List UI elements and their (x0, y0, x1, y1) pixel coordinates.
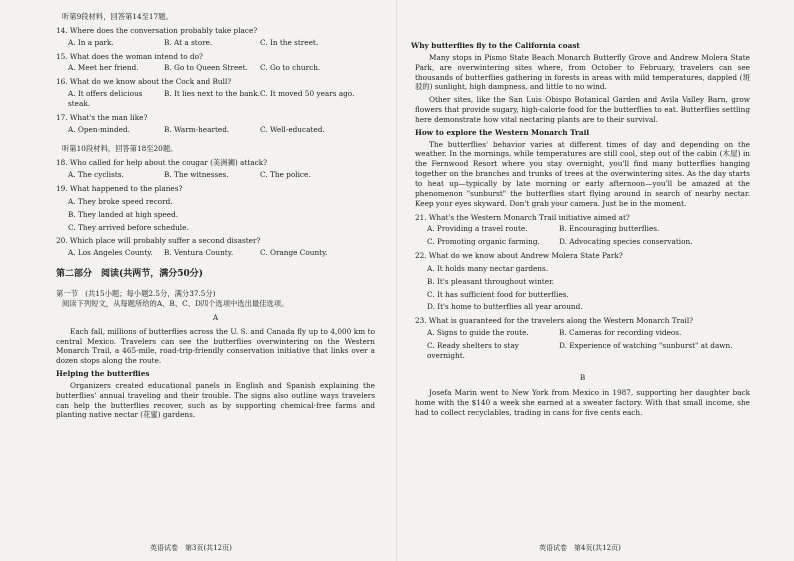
q22-option-c[interactable]: C. It has sufficient food for butterflies. (427, 289, 569, 299)
right-page (397, 0, 794, 561)
question-15 (56, 52, 375, 74)
q21-stem: 21. What's the Western Monarch Trail initiative aimed at? (415, 212, 630, 222)
question-20 (56, 236, 375, 258)
q19-option-b[interactable]: B. They landed at high speed. (68, 209, 179, 219)
q18-option-a[interactable]: A. The cyclists. (68, 170, 124, 180)
q18-option-c[interactable]: C. The police. (260, 170, 311, 180)
q20-option-b[interactable]: B. Ventura County. (164, 248, 234, 258)
q21-option-b[interactable]: B. Encouraging butterflies. (559, 224, 660, 234)
passage-a-paragraph-4: Other sites, like the San Luis Obispo Botanical Garden and Avila Valley Barn, grow flowers that provide sugary, high-calorie food for the butterflies to eat. Butterflies settling here demonstrate how vital nectaring plants are to their survival. (415, 95, 750, 124)
question-18 (56, 158, 375, 180)
q14-option-b[interactable]: B. At a store. (164, 37, 213, 47)
q22-stem: 22. What do we know about Andrew Molera State Park? (415, 251, 623, 261)
q22-option-a[interactable]: A. It holds many nectar gardens. (427, 263, 549, 273)
question-17 (56, 113, 375, 135)
q21-option-a[interactable]: A. Providing a travel route. (427, 224, 528, 234)
q18-option-b[interactable]: B. The witnesses. (164, 170, 229, 180)
q15-option-c[interactable]: C. Go to church. (260, 63, 321, 73)
left-page-footer: 英语试卷 第3页(共12页) (150, 543, 232, 552)
heading-how-to-explore: How to explore the Western Monarch Trail (415, 127, 590, 137)
q23-stem: 23. What is guaranteed for the travelers along the Western Monarch Trail? (415, 316, 694, 326)
q22-option-b[interactable]: B. It's pleasant throughout winter. (427, 276, 555, 286)
q16-option-b[interactable]: B. It lies next to the bank. (164, 89, 260, 99)
q19-stem: 19. What happened to the planes? (56, 183, 183, 193)
q17-option-c[interactable]: C. Well-educated. (260, 124, 325, 134)
q16-stem: 16. What do we know about the Cock and Bull? (56, 77, 232, 87)
q14-option-c[interactable]: C. In the street. (260, 37, 319, 47)
q15-option-b[interactable]: B. Go to Queen Street. (164, 63, 248, 73)
q20-option-a[interactable]: A. Los Angeles County. (68, 248, 153, 258)
question-14 (56, 26, 375, 48)
q18-stem: 18. Who called for help about the cougar (美洲狮) attack? (56, 158, 268, 168)
q23-option-a[interactable]: A. Signs to guide the route. (427, 328, 529, 338)
q23-option-c[interactable]: C. Ready shelters to stay overnight. (427, 340, 519, 360)
question-19 (56, 184, 375, 232)
part2-instructions: 阅读下列短文，从每题所给的A、B、C、D四个选项中选出最佳选项。 (62, 299, 289, 309)
q20-stem: 20. Which place will probably suffer a second disaster? (56, 236, 261, 246)
q15-stem: 15. What does the woman intend to do? (56, 51, 203, 61)
q19-option-a[interactable]: A. They broke speed record. (68, 196, 173, 206)
q21-option-c[interactable]: C. Promoting organic farming. (427, 237, 540, 247)
question-21 (415, 213, 750, 248)
q23-option-b[interactable]: B. Cameras for recording videos. (559, 328, 682, 338)
passage-b-paragraph-1: Josefa Marin went to New York from Mexico in 1987, supporting her daughter back home with the $140 a week she earned at a sweater factory. With that small income, she had to collect recyclables, trading in cans for five cents each. (415, 388, 750, 418)
q17-option-a[interactable]: A. Open-minded. (68, 124, 130, 134)
question-22 (415, 251, 750, 312)
right-page-footer: 英语试卷 第4页(共12页) (539, 543, 621, 552)
question-16 (56, 77, 375, 109)
passage-a-paragraph-2: Organizers created educational panels in English and Spanish explaining the butterflies' annual traveling and their trouble. The signs also outline ways travelers can help the butterflies recover, such as by supporting chemical-free farms and planting native nectar (花蜜) gardens. (56, 380, 375, 420)
q14-option-a[interactable]: A. In a park. (68, 37, 114, 47)
passage-a-heading-helping: Helping the butterflies (56, 369, 150, 379)
heading-why-butterflies: Why butterflies fly to the California coast (411, 41, 580, 50)
q17-option-b[interactable]: B. Warm-hearted. (164, 124, 230, 134)
passage-b-label: B (579, 372, 586, 382)
section10-intro: 听第10段材料，回答第18至20题。 (62, 144, 178, 154)
passage-a-paragraph-5: The butterflies' behavior varies at different times of day and depending on the weather. In the mornings, while temperatures are still cool, step out of the cabin (木屋) in the Fernwood Resort where you stay overnight, you'll find many butterflies hanging together on the branches and trunks of trees at the overwintering sites. As the day starts to heat up—typically by late morning or early afternoon—you'll be amazed at the phenomenon "sunburst" the butterflies start flying around in search of nearby nectar. Keep your eyes skyward. Don't grab your camera. Just be in the moment. (415, 139, 750, 208)
q16-option-a[interactable]: A. It offers delicious steak. (68, 89, 143, 108)
part2-subtitle: 第一节 (共15小题；每小题2.5分，满分37.5分) (56, 289, 216, 299)
q14-stem: 14. Where does the conversation probably take place? (56, 25, 258, 35)
passage-a-paragraph-3: Many stops in Pismo State Beach Monarch Butterfly Grove and Andrew Molera State Park, are overwintering sites where, from October to February, travelers can see thousands of butterflies gathering in forests in areas with mild temperatures, dappled (斑驳的) sunlight, high dampness, and little to no wind. (415, 52, 750, 92)
q20-option-c[interactable]: C. Orange County. (260, 248, 328, 258)
q19-option-c[interactable]: C. They arrived before schedule. (68, 222, 189, 232)
q21-option-d[interactable]: D. Advocating species conservation. (559, 237, 693, 247)
q16-option-c[interactable]: C. It moved 50 years ago. (260, 89, 355, 99)
section9-intro: 听第9段材料，回答第14至17题。 (62, 12, 173, 21)
part2-title: 第二部分 阅读(共两节，满分50分) (56, 269, 204, 280)
passage-a-paragraph-1: Each fall, millions of butterflies across the U. S. and Canada fly up to 4,000 km to central Mexico. Travelers can see the butterflies overwintering on the Western Monarch Trail, a 465-mile, road-trip-friendly conservation initiative that links over a dozen stops along the route. (56, 326, 375, 366)
q22-option-d[interactable]: D. It's home to butterflies all year around. (427, 302, 583, 312)
q23-option-d[interactable]: D. Experience of watching "sunburst" at dawn. (559, 340, 733, 350)
passage-a-label: A (212, 312, 219, 322)
q17-stem: 17. What's the man like? (56, 112, 148, 122)
question-23 (415, 316, 750, 360)
q15-option-a[interactable]: A. Meet her friend. (68, 63, 139, 73)
